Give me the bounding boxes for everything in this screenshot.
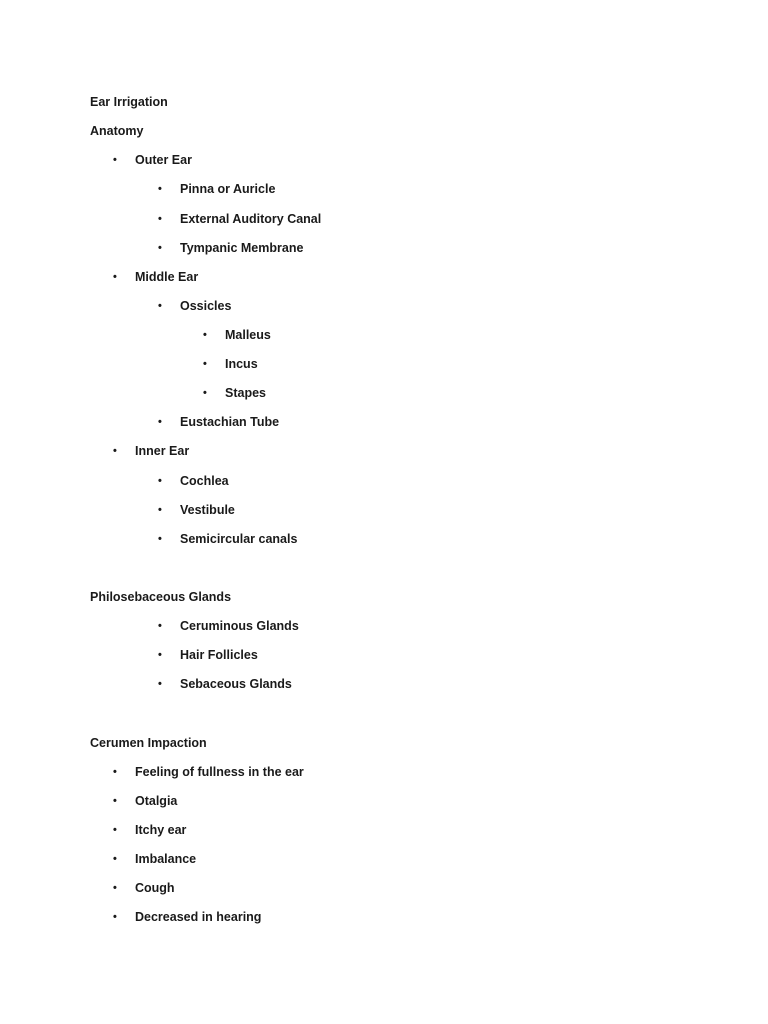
list-item-label: Cough <box>135 881 175 895</box>
bullet-icon: • <box>113 154 117 166</box>
bullet-icon: • <box>113 882 117 894</box>
bullet-icon: • <box>203 387 207 399</box>
list-item-label: Outer Ear <box>135 153 192 167</box>
section-heading-glands: Philosebaceous Glands <box>90 590 232 604</box>
bullet-icon: • <box>113 445 117 457</box>
list-item-label: Sebaceous Glands <box>180 677 292 691</box>
bullet-icon: • <box>203 329 207 341</box>
bullet-icon: • <box>158 475 162 487</box>
bullet-icon: • <box>113 853 117 865</box>
bullet-icon: • <box>113 766 117 778</box>
bullet-icon: • <box>158 533 162 545</box>
list-item-label: External Auditory Canal <box>180 212 322 226</box>
list-item-label: Vestibule <box>180 503 235 517</box>
list-item-label: Decreased in hearing <box>135 910 262 924</box>
bullet-icon: • <box>158 416 162 428</box>
bullet-icon: • <box>203 358 207 370</box>
list-item-label: Feeling of fullness in the ear <box>135 765 304 779</box>
bullet-icon: • <box>158 300 162 312</box>
list-item-label: Stapes <box>225 386 266 400</box>
bullet-icon: • <box>158 620 162 632</box>
bullet-icon: • <box>158 504 162 516</box>
bullet-icon: • <box>158 183 162 195</box>
list-item-label: Middle Ear <box>135 270 199 284</box>
bullet-icon: • <box>113 795 117 807</box>
bullet-icon: • <box>158 213 162 225</box>
bullet-icon: • <box>158 649 162 661</box>
list-item-label: Hair Follicles <box>180 648 258 662</box>
list-item-label: Ceruminous Glands <box>180 619 299 633</box>
bullet-icon: • <box>113 824 117 836</box>
bullet-icon: • <box>158 678 162 690</box>
list-item-label: Ossicles <box>180 299 232 313</box>
list-item-label: Itchy ear <box>135 823 187 837</box>
list-item-label: Tympanic Membrane <box>180 241 304 255</box>
bullet-icon: • <box>113 911 117 923</box>
list-item-label: Inner Ear <box>135 444 190 458</box>
bullet-icon: • <box>113 271 117 283</box>
bullet-icon: • <box>158 242 162 254</box>
list-item-label: Cochlea <box>180 474 229 488</box>
list-item-label: Semicircular canals <box>180 532 298 546</box>
list-item-label: Incus <box>225 357 258 371</box>
section-heading-cerumen-impaction: Cerumen Impaction <box>90 736 207 750</box>
list-item-label: Eustachian Tube <box>180 415 280 429</box>
section-heading-anatomy: Anatomy <box>90 124 144 138</box>
document-title: Ear Irrigation <box>90 95 168 109</box>
list-item-label: Malleus <box>225 328 271 342</box>
list-item-label: Otalgia <box>135 794 178 808</box>
list-item-label: Imbalance <box>135 852 197 866</box>
list-item-label: Pinna or Auricle <box>180 182 276 196</box>
